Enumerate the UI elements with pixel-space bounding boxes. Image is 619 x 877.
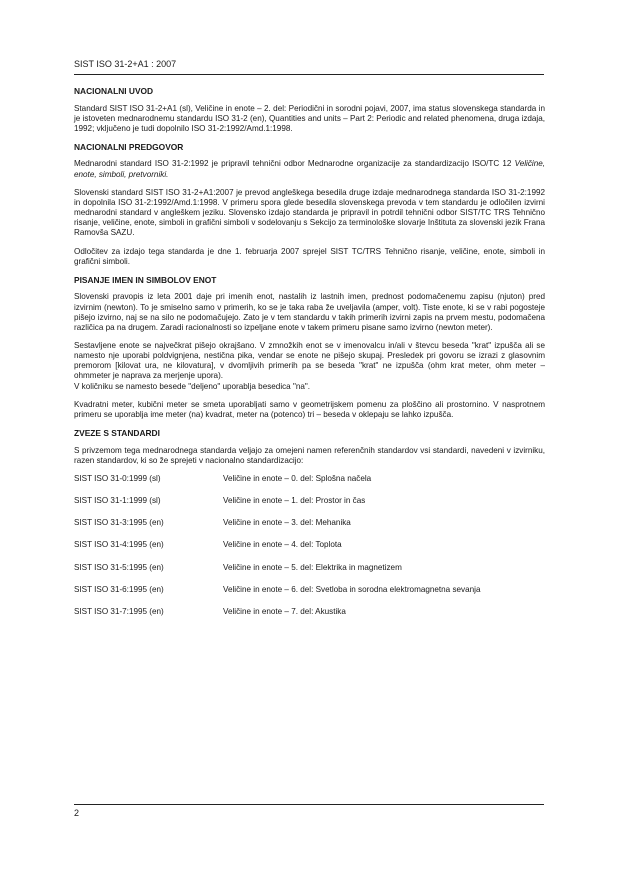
section-nacionalni-predgovor: [74, 142, 545, 267]
standard-code: SIST ISO 31-3:1995 (en): [74, 518, 164, 528]
standard-title: Veličine in enote – 5. del: Elektrika in magnetizem: [223, 562, 402, 572]
row-spacer: [74, 573, 545, 585]
section-heading: NACIONALNI UVOD: [74, 86, 154, 96]
standard-code: SIST ISO 31-0:1999 (sl): [74, 473, 161, 483]
standards-list: [74, 474, 545, 617]
section-zveze-s-standardi: [74, 428, 545, 617]
row-spacer: [74, 528, 545, 540]
header-rule: [74, 74, 544, 75]
standard-title: Veličine in enote – 6. del: Svetloba in sorodna elektromagnetna sevanja: [223, 584, 481, 594]
paragraph-text: Mednarodni standard ISO 31-2:1992 je pripravil tehnični odbor Mednarodne organizacije za standardizacijo ISO/TC 12: [74, 159, 515, 169]
paragraph: Standard SIST ISO 31-2+A1 (sl), Veličine in enote – 2. del: Periodični in sorodni pojavi, 2007, ima status slovenskega standarda in je istoveten mednarodnemu standardu ISO 31-2 (en), Quantities and units – Part 2: Periodic and related phenomena, druga izdaja, 1992; vključeno je tudi dopolnilo ISO 31-2:1992/Amd.1:1998.: [74, 103, 545, 133]
paragraph: [74, 159, 545, 179]
standard-row: [74, 474, 545, 484]
standard-code: SIST ISO 31-7:1995 (en): [74, 606, 164, 616]
section-pisanje-imen: [74, 275, 545, 420]
standard-row: [74, 563, 545, 573]
standard-title: Veličine in enote – 1. del: Prostor in čas: [223, 496, 366, 506]
standard-code: SIST ISO 31-6:1995 (en): [74, 584, 164, 594]
standard-title: Veličine in enote – 0. del: Splošna načela: [223, 473, 372, 483]
section-heading: PISANJE IMEN IN SIMBOLOV ENOT: [74, 274, 217, 285]
paragraph: Kvadratni meter, kubični meter se smeta uporabljati samo v geometrijskem pomenu za ploščino ali prostornino. V nasprotnem primeru se uporablja ime meter (na) kvadrat, meter na (potenco) tri – beseda v oklepaju se lahko izpušča.: [74, 399, 545, 419]
committee-title: Veličine, enote, simboli, pretvorniki.: [74, 159, 545, 179]
page-body: [74, 86, 545, 617]
paragraph: Slovenski pravopis iz leta 2001 daje pri imenih enot, nastalih iz lastnih imen, prednost podomačenemu zapisu (njuton) pred izvirnim (newton). To je smiselno samo v primerih, ko se je taka raba že uveljavila (amper, volt). Tiste enote, ki se v rabi pogosteje pišejo izvirno, naj se na silo ne podomačujejo. Zato je v tem standardu v takih primerih izvirni zapis na prvem mestu, podomačena različica pa na drugem. Zaradi racionalnosti so izpeljane enote v takem primeru pisane samo izvirno (newton meter).: [74, 292, 545, 332]
standard-code: SIST ISO 31-4:1995 (en): [74, 540, 164, 550]
standard-code: SIST ISO 31-5:1995 (en): [74, 562, 164, 572]
row-spacer: [74, 551, 545, 563]
page-number: 2: [74, 808, 80, 818]
standard-row: [74, 540, 545, 550]
row-spacer: [74, 484, 545, 496]
section-nacionalni-uvod: [74, 86, 545, 134]
row-spacer: [74, 595, 545, 607]
standard-row: [74, 585, 545, 595]
paragraph: Sestavljene enote se največkrat pišejo okrajšano. V zmnožkih enot se v imenovalcu in/ali v števcu beseda "krat" izpušča ali se namesto nje uporabi poldvignjena, nestična pika, vendar se enote ne pišejo skupaj. Presledek pri govoru se izrazi z glasovnim premorom [kilovat ura, ne kilovatura], v dvomljivih primerih pa se beseda "krat" ne izpušča (ohm krat meter, ohm meter – ohmmeter je naprava za merjenje upora).: [74, 341, 545, 381]
paragraph: Odločitev za izdajo tega standarda je dne 1. februarja 2007 sprejel SIST TC/TRS Tehnično risanje, veličine, enote, simboli in grafični simboli.: [74, 246, 545, 266]
section-heading: NACIONALNI PREDGOVOR: [74, 141, 184, 152]
section-heading: ZVEZE S STANDARDI: [74, 428, 160, 439]
footer-rule: [74, 804, 544, 805]
paragraph: Slovenski standard SIST ISO 31-2+A1:2007 je prevod angleškega besedila druge izdaje mednarodnega standarda ISO 31-2:1992 in dopolnila ISO 31-2:1992/Amd.1:1998. V primeru spora glede besedila slovenskega prevoda v tem standardu je odločilen izvirni mednarodni standard v angleškem jeziku. Slovensko izdajo standarda je pripravil in potrdil tehnični odbor SIST/TC TRS Tehnično risanje, veličine, enote, simboli in grafični simboli v sodelovanju s Sekcijo za terminološke slovarje Inštituta za slovenski jezik Frana Ramovša SAZU.: [74, 187, 545, 238]
standard-title: Veličine in enote – 7. del: Akustika: [223, 606, 346, 616]
standard-code: SIST ISO 31-1:1999 (sl): [74, 496, 161, 506]
row-spacer: [74, 506, 545, 518]
paragraph: S privzemom tega mednarodnega standarda veljajo za omejeni namen referenčnih standardov vsi standardi, navedeni v izvirniku, razen standardov, ki so že sprejeti v nacionalno standardizacijo:: [74, 445, 545, 465]
standard-row: [74, 518, 545, 528]
standard-row: [74, 607, 545, 617]
standard-row: [74, 496, 545, 506]
standard-title: Veličine in enote – 4. del: Toplota: [223, 540, 342, 550]
header-doc-id: SIST ISO 31-2+A1 : 2007: [74, 59, 177, 69]
paragraph: V količniku se namesto besede "deljeno" uporablja besedica "na".: [74, 381, 311, 391]
standard-title: Veličine in enote – 3. del: Mehanika: [223, 518, 351, 528]
